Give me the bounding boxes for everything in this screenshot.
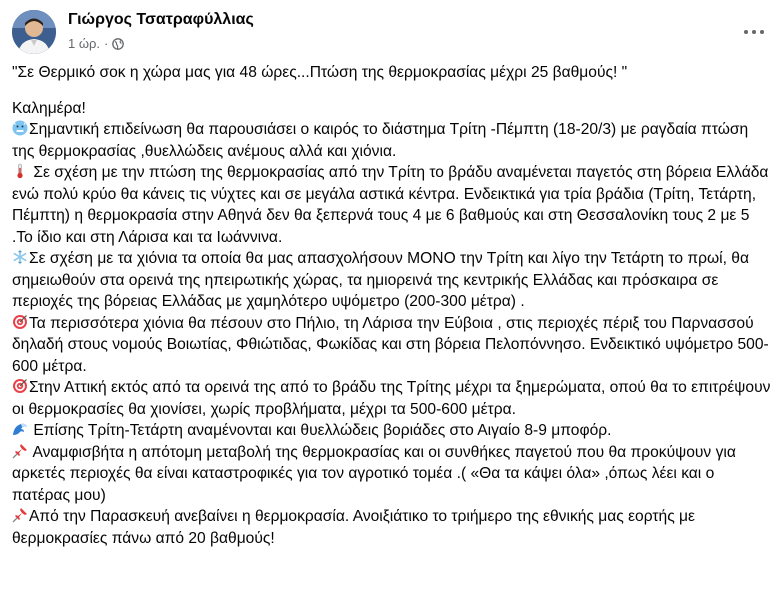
paragraph-5 bbox=[12, 420, 774, 442]
paragraph-6 bbox=[12, 442, 774, 507]
author-name[interactable]: Γιώργος Τσατραφύλλιας bbox=[68, 11, 254, 28]
pushpin-icon bbox=[12, 443, 28, 459]
paragraph-text: Στην Αττική εκτός από τα ορεινά της από το βράδυ της Τρίτης μέχρι τα ξημερώματα, οπού θα το επιτρέψουν οι θερμοκρασίες θα χιονίσει, χωρίς προβλήματα, μέχρι τα 500-600 μέτρα. bbox=[12, 379, 771, 418]
post-time[interactable]: 1 ώρ. bbox=[68, 36, 100, 51]
pushpin-icon bbox=[12, 507, 28, 523]
post-meta bbox=[68, 36, 124, 51]
post-headline: "Σε Θερμικό σοκ η χώρα μας για 48 ώρες...Πτώση της θερμοκρασίας μέχρι 25 βαθμούς! " bbox=[12, 64, 628, 81]
paragraph-1 bbox=[12, 162, 774, 248]
target-icon bbox=[12, 314, 28, 330]
paragraph-text: Από την Παρασκευή ανεβαίνει η θερμοκρασία. Ανοιξιάτικο το τριήμερο της εθνικής μας εορτής με θερμοκρασίες πάνω από 20 βαθμούς! bbox=[12, 508, 695, 547]
thermometer-icon bbox=[12, 163, 28, 179]
post-greeting: Καλημέρα! bbox=[12, 99, 86, 117]
paragraph-text: Σε σχέση με τα χιόνια τα οποία θα μας απασχολήσουν ΜΟΝΟ την Τρίτη και λίγο την Τετάρτη το πρωί, θα σημειωθούν στα ορεινά της ηπειρωτικής χώρας, τα ημιορεινά της κεντρικής Ελλάδας και πρόσκαιρα σε περιοχές της βόρειας Ελλάδας με χαμηλότερο υψόμετρο (200-300 μέτρα) . bbox=[12, 250, 749, 310]
cold-face-icon bbox=[12, 120, 28, 136]
paragraph-text: Σε σχέση με την πτώση της θερμοκρασίας από την Τρίτη το βράδυ αναμένεται παγετός στη βόρεια Ελλάδα ενώ πολύ κρύο θα κάνεις τις νύχτες και σε μεγάλα αστικά κέντρα. Ενδεικτικά για τρία βράδια (Τρίτη, Τετάρτη, Πέμπτη) η θερμοκρασία στην Αθηνά δεν θα ξεπερνά τους 4 με 6 βαθμούς και στη Θεσσαλονίκη τους 2 με 5 .Το ίδιο και στη Λάρισα και τα Ιωάννινα. bbox=[12, 164, 769, 246]
paragraph-7 bbox=[12, 506, 774, 549]
post-header bbox=[12, 6, 772, 56]
snowflake-icon bbox=[12, 249, 28, 265]
wave-icon bbox=[12, 421, 28, 437]
paragraph-0 bbox=[12, 119, 774, 162]
paragraph-3 bbox=[12, 313, 774, 378]
meta-separator: · bbox=[104, 36, 109, 51]
globe-icon[interactable] bbox=[112, 38, 124, 50]
post-body bbox=[12, 62, 774, 549]
more-options-icon[interactable] bbox=[736, 14, 772, 50]
paragraph-text: Επίσης Τρίτη-Τετάρτη αναμένονται και θυελλώδεις βοριάδες στο Αιγαίο 8-9 μποφόρ. bbox=[29, 422, 612, 439]
paragraph-text: Αναμφισβήτα η απότομη μεταβολή της θερμοκρασίας και οι συνθήκες παγετού που θα προκύψουν για αρκετές περιοχές θα είναι καταστροφικές για τον αγροτικό τομέα .( «Θα τα κάψει όλα» ,όπως λέει και ο πατέρας μου) bbox=[12, 443, 736, 504]
paragraph-text: Σημαντική επιδείνωση θα παρουσιάσει ο καιρός το διάστημα Τρίτη -Πέμπτη (18-20/3) με ραγδαία πτώση της θερμοκρασίας ,θυελλώδεις ανέμους αλλά και χιόνια. bbox=[12, 121, 749, 160]
avatar[interactable] bbox=[12, 10, 56, 54]
paragraph-text: Τα περισσότερα χιόνια θα πέσουν στο Πήλιο, τη Λάρισα την Εύβοια , στις περιοχές πέριξ του Παρνασσού δηλαδή στους νομούς Βοιωτίας, Φθιώτιδας, Φωκίδας και στη βόρεια Πελοπόννησο. Ενδεικτικό υψόμετρο 500-600 μέτρα. bbox=[12, 314, 769, 375]
paragraph-2 bbox=[12, 248, 774, 313]
paragraph-4 bbox=[12, 377, 774, 420]
target-icon bbox=[12, 378, 28, 394]
